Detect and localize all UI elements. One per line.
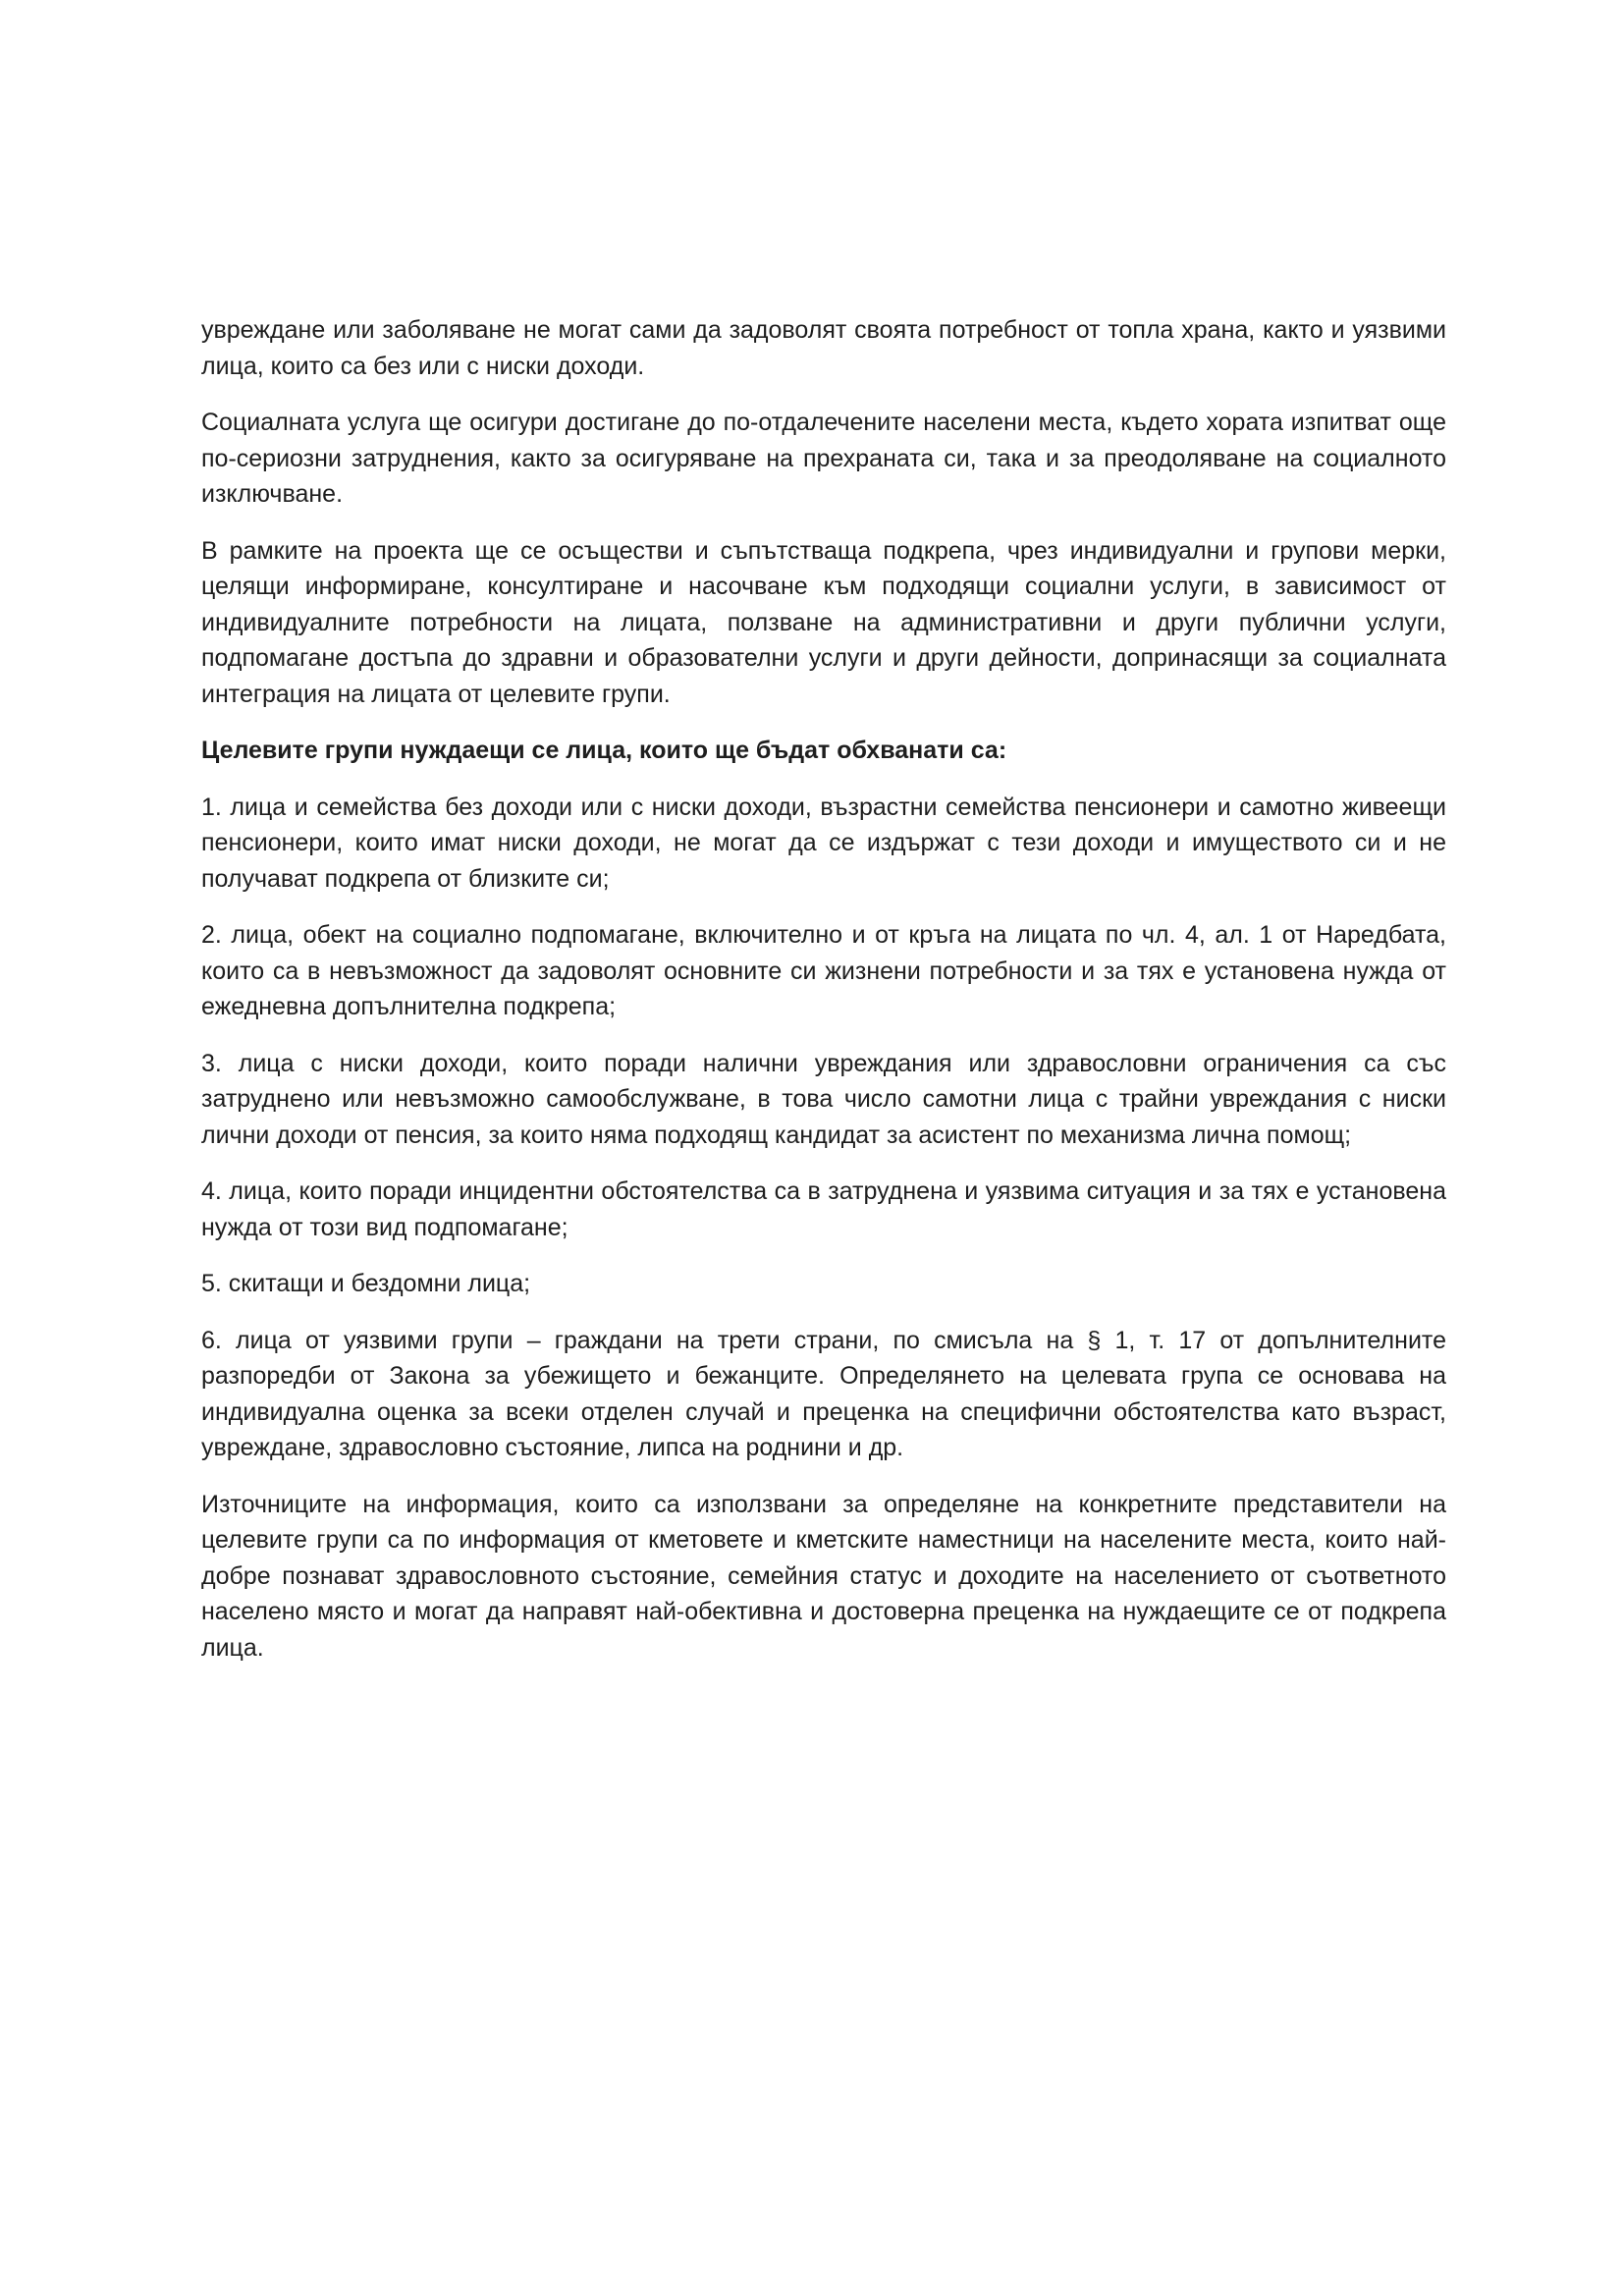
target-group-item-5: 5. скитащи и бездомни лица; [201, 1270, 531, 1297]
document-body [201, 312, 1446, 1686]
paragraph-continuation: увреждане или заболяване не могат сами да задоволят своята потребност от топла храна, както и уязвими лица, които са без или с ниски доходи. [201, 316, 1446, 380]
paragraph-support-measures: В рамките на проекта ще се осъществи и съпътстваща подкрепа, чрез индивидуални и групови мерки, целящи информиране, консултиране и насочване към подходящи социални услуги, в зависимост от индивидуалните потребности на лицата, ползване на административни и други публични услуги, подпомагане достъпа до здравни и образователни услуги и други дейности, допринасящи за социалната интеграция на лицата от целевите групи. [201, 536, 1446, 708]
target-group-item-3: 3. лица с ниски доходи, които поради налични увреждания или здравословни ограничения са със затруднено или невъзможно самообслужване, в това число самотни лица с трайни увреждания с ниски лични доходи от пенсия, за които няма подходящ кандидат за асистент по механизма лична помощ; [201, 1049, 1446, 1149]
paragraph-service-reach: Социалната услуга ще осигури достигане до по-отдалечените населени места, където хората изпитват още по-сериозни затруднения, както за осигуряване на прехраната си, така и за преодоляване на социалното изключване. [201, 409, 1446, 508]
target-group-item-2: 2. лица, обект на социално подпомагане, включително и от кръга на лицата по чл. 4, ал. 1 от Наредбата, които са в невъзможност да задоволят основните си жизнени потребности и за тях е установена нужда от ежедневна допълнителна подкрепа; [201, 921, 1446, 1020]
target-group-item-6: 6. лица от уязвими групи – граждани на трети страни, по смисъла на § 1, т. 17 от допълнителните разпоредби от Закона за убежището и бежанците. Определянето на целевата група се основава на индивидуална оценка за всеки отделен случай и преценка на специфични обстоятелства като възраст, увреждане, здравословно състояние, липса на роднини и др. [201, 1326, 1446, 1461]
target-groups-heading: Целевите групи нуждаещи се лица, които ще бъдат обхванати са: [201, 737, 1007, 764]
target-group-item-4: 4. лица, които поради инцидентни обстоятелства са в затруднена и уязвима ситуация и за тях е установена нужда от този вид подпомагане; [201, 1177, 1446, 1241]
paragraph-information-sources: Източниците на информация, които са използвани за определяне на конкретните представители на целевите групи са по информация от кметовете и кметските наместници на населените места, които най-добре познават здравословното състояние, семейния статус и доходите на населението от съответното населено място и могат да направят най-обективна и достоверна преценка на нуждаещите се от подкрепа лица. [201, 1490, 1446, 1662]
target-group-item-1: 1. лица и семейства без доходи или с ниски доходи, възрастни семейства пенсионери и самотно живеещи пенсионери, които имат ниски доходи, не могат да се издържат с тези доходи и имуществото си и не получават подкрепа от близките си; [201, 793, 1446, 893]
